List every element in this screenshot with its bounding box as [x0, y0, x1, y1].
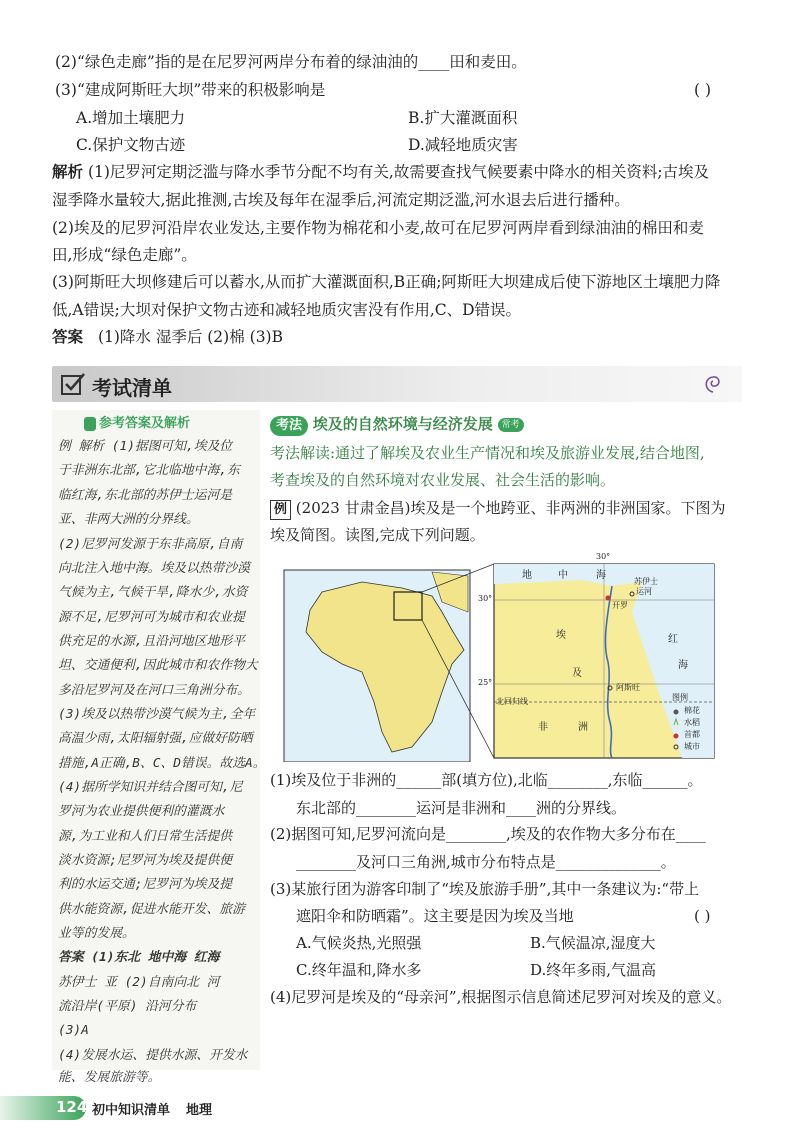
page-number: 124 — [56, 1098, 88, 1116]
q3-line-a: (3)某旅行团为游客印制了“埃及旅游手册”,其中一条建议为:“带上 — [270, 880, 700, 898]
map-legend-title: 图例 — [672, 693, 688, 702]
map-egypt1: 埃 — [556, 630, 566, 641]
left-line-24: (3)A — [58, 1023, 89, 1038]
example-line-0: 例 (2023 甘肃金昌)埃及是一个地跨亚、非两洲的非洲国家。下图为 — [270, 494, 725, 522]
q4-line: (4)尼罗河是埃及的“母亲河”,根据图示信息简述尼罗河对埃及的意义。 — [270, 988, 732, 1006]
left-line-2: 临红海,东北部的苏伊士运河是 — [58, 488, 233, 503]
map-red2: 海 — [678, 660, 688, 671]
map-lat30: 30° — [478, 594, 493, 603]
swirl-icon — [700, 370, 726, 396]
map-legend-cotton: 棉花 — [684, 706, 700, 715]
kaofa-badge: 常考 — [498, 418, 524, 432]
left-line-0: 例 解析 (1)据图可知,埃及位 — [58, 439, 233, 454]
answer-line — [52, 323, 283, 351]
top-option-c: C.保护文物古迹 — [76, 136, 186, 154]
left-line-6: 气候为主,气候干旱,降水少,水资 — [58, 585, 248, 600]
legend-cotton-symbol — [674, 710, 679, 715]
left-line-21: 答案 (1)东北 地中海 红海 — [58, 950, 220, 965]
left-line-26: 能、发展旅游等。 — [58, 1070, 161, 1085]
footer-subject: 地理 — [186, 1103, 213, 1118]
map-sea-hai: 海 — [596, 570, 606, 581]
checkbox-icon — [60, 371, 86, 397]
top-option-b: B.扩大灌溉面积 — [408, 109, 518, 127]
left-line-8: 供充足的水源,且沿河地区地形平 — [58, 634, 245, 649]
left-line-11: (3)埃及以热带沙漠气候为主,全年 — [58, 707, 256, 722]
left-line-25: (4)发展水运、提供水源、开发水 — [58, 1048, 248, 1063]
map-legend-city: 城市 — [684, 742, 700, 751]
footer — [0, 1092, 800, 1124]
analysis-line-0 — [52, 158, 709, 186]
left-line-10: 多沿尼罗河及在河口三角洲分布。 — [58, 683, 250, 698]
map-egypt2: 及 — [572, 668, 582, 679]
legend-capital-symbol — [674, 734, 679, 739]
top-option-a: A.增加土壤肥力 — [76, 109, 186, 127]
map-red1: 红 — [668, 634, 678, 645]
top-q3-paren: ( ) — [694, 81, 712, 99]
example-tag: 例 — [270, 500, 291, 520]
left-line-1: 于非洲东北部,它北临地中海,东 — [58, 463, 240, 478]
q2-line-a: (2)据图可知,尼罗河流向是________,埃及的农作物大多分布在____ — [270, 825, 706, 843]
map-lat25: 25° — [478, 678, 493, 687]
jiedu-line-1: 考查埃及的自然环境对农业发展、社会生活的影响。 — [270, 471, 616, 489]
analysis-line-4: (3)阿斯旺大坝修建后可以蓄水,从而扩大灌溉面积,B正确;阿斯旺大坝建成后使下游地区土壤肥力降 — [52, 273, 721, 291]
left-line-18: 利的水运交通;尼罗河为埃及提 — [58, 877, 233, 892]
map-tropic: 北回归线 — [496, 697, 528, 706]
map-africa-sha: 非 — [538, 722, 548, 733]
top-option-d: D.减轻地质灾害 — [408, 136, 518, 154]
example-line-1: 埃及简图。读图,完成下列问题。 — [270, 526, 485, 544]
kaofa-heading — [270, 410, 524, 438]
left-line-22: 苏伊士 亚 (2)自南向北 河 — [58, 975, 220, 990]
analysis-line-3: 田,形成“绿色走廊”。 — [52, 246, 197, 264]
map-legend-rice: 水稻 — [684, 718, 700, 727]
answer-text: (1)降水 湿季后 (2)棉 (3)B — [97, 328, 283, 346]
left-line-19: 供水能资源,促进水能开发、旅游 — [58, 902, 245, 917]
key-icon — [84, 417, 96, 431]
map-suez: 苏伊士 — [634, 577, 658, 586]
jiedu-line-0: 考法解读:通过了解埃及农业生产情况和埃及旅游业发展,结合地图, — [270, 444, 705, 462]
map-aswan: 阿斯旺 — [616, 683, 640, 692]
map-sea-zhong: 中 — [558, 570, 568, 581]
q3-option-c: C.终年温和,降水多 — [296, 961, 422, 979]
left-line-3: 亚、非两大洲的分界线。 — [58, 512, 199, 527]
left-line-9: 坦、交通便利,因此城市和农作物大 — [58, 658, 258, 673]
answer-column-header: 参考答案及解析 — [84, 412, 190, 431]
map-lon30: 30° — [596, 552, 611, 561]
left-line-13: 措施,A正确,B、C、D错误。故选A。 — [58, 756, 266, 771]
left-line-7: 源不足,尼罗河可为城市和农业提 — [58, 610, 245, 625]
left-line-14: (4)据所学知识并结合图可知,尼 — [58, 780, 243, 795]
analysis-line-1: 湿季降水量较大,据此推测,古埃及每年在湿季后,河流定期泛滥,河水退去后进行播种。 — [52, 191, 630, 209]
left-line-15: 罗河为农业提供便利的灌溉水 — [58, 804, 225, 819]
top-q3: (3)“建成阿斯旺大坝”带来的积极影响是 — [55, 81, 326, 99]
left-line-4: (2)尼罗河发源于东非高原,自南 — [58, 537, 243, 552]
q3-paren: ( ) — [694, 907, 711, 925]
answer-label: 答案 — [52, 328, 84, 346]
q3-line-b: 遮阳伞和防晒霜”。这主要是因为埃及当地 — [296, 907, 574, 925]
analysis-line-2: (2)埃及的尼罗河沿岸农业发达,主要作物为棉花和小麦,故可在尼罗河两岸看到绿油油的棉田和麦 — [52, 219, 704, 237]
q3-option-a: A.气候炎热,光照强 — [296, 934, 422, 952]
left-line-23: 流沿岸(平原) 沿河分布 — [58, 999, 197, 1014]
left-line-20: 业等的发展。 — [58, 926, 135, 941]
map-kailuo: 开罗 — [612, 601, 628, 610]
left-line-17: 淡水资源;尼罗河为埃及提供便 — [58, 853, 233, 868]
q2-line-b: ________及河口三角洲,城市分布特点是______________。 — [296, 853, 676, 871]
analysis-line-5: 低,A错误;大坝对保护文物古迹和减轻地质灾害没有作用,C、D错误。 — [52, 301, 522, 319]
map-legend-capital: 首都 — [684, 730, 700, 739]
q1-line-a: (1)埃及位于非洲的______部(填方位),北临________,东临______。 — [270, 771, 703, 789]
analysis-text: (1)尼罗河定期泛滥与降水季节分配不均有关,故需要查找气候要素中降水的相关资料;古埃及 — [87, 163, 710, 181]
left-line-5: 向北注入地中海。埃及以热带沙漠 — [58, 561, 250, 576]
egypt-map-figure — [282, 552, 744, 762]
left-line-12: 高温少雨,太阳辐射强,应做好防晒 — [58, 731, 253, 746]
kaofa-tag: 考法 — [270, 416, 308, 436]
analysis-label: 解析 — [52, 163, 84, 181]
map-sea-di: 地 — [522, 570, 532, 581]
left-line-16: 源,为工业和人们日常生活提供 — [58, 829, 233, 844]
q1-line-b: 东北部的________运河是非洲和____洲的分界线。 — [296, 799, 627, 817]
kaofa-title: 埃及的自然环境与经济发展 — [312, 415, 493, 433]
map-suez2: 运河 — [636, 587, 652, 596]
footer-book-title: 初中知识清单 — [92, 1103, 171, 1118]
top-q2: (2)“绿色走廊”指的是在尼罗河两岸分布着的绿油油的____田和麦田。 — [55, 53, 527, 71]
capital-marker — [606, 596, 611, 601]
map-africa-zhou: 洲 — [578, 722, 588, 733]
q3-option-d: D.终年多雨,气温高 — [530, 961, 657, 979]
q3-option-b: B.气候温凉,湿度大 — [530, 934, 656, 952]
section-title: 考试清单 — [92, 376, 172, 400]
